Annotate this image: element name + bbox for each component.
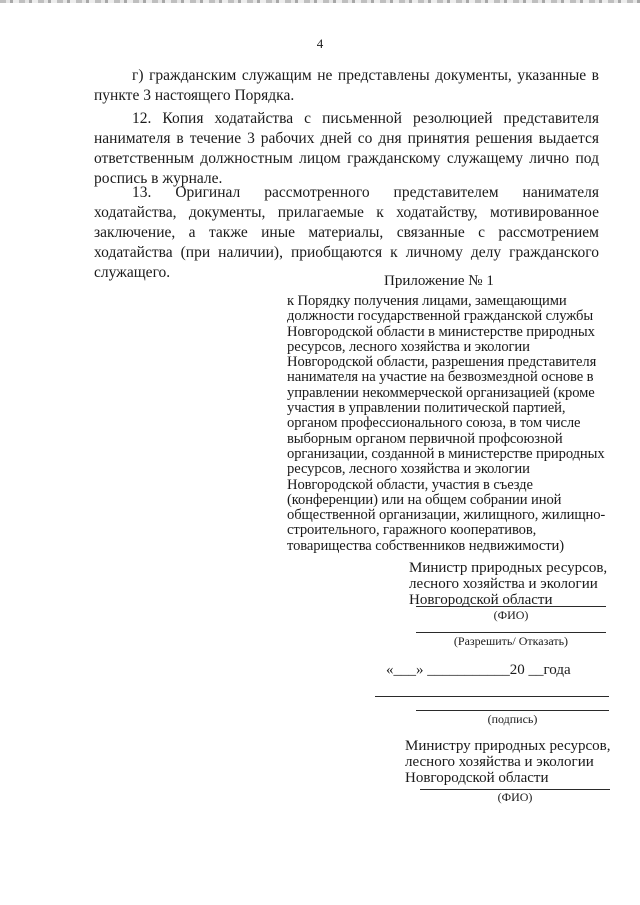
approver-line-2: лесного хозяйства и экологии bbox=[409, 576, 598, 592]
page-number: 4 bbox=[316, 36, 324, 51]
appendix-title: Приложение № 1 bbox=[384, 273, 494, 289]
date-field: «___» ___________20 __года bbox=[386, 662, 571, 678]
approver-fio-caption: (ФИО) bbox=[493, 608, 529, 622]
appendix-description: к Порядку получения лицами, замещающими должности государственной гражданской службы Новгородской области в министерстве природных ресурсов, лесного хозяйства и экологии Новгородской области, разрешения представителя нанимателя на участие на безвозмездной основе в управлении некоммерческой организацией (кроме участия в управлении политической партией, органом профессионального союза, в том числе выборным органом первичной профсоюзной организации, созданной в министерстве природных ресурсов, лесного хозяйства и экологии Новгородской области, участия в съезде (конференции) или на общем собрании иной общественной организации, жилищного, жилищно-строительного, гаражного кооперативов, товарищества собственников недвижимости) bbox=[287, 293, 606, 554]
addressee-line-3: Новгородской области bbox=[405, 770, 549, 786]
addressee-block bbox=[405, 738, 610, 786]
paragraph-12: 12. Копия ходатайства с письменной резолюцией представителя нанимателя в течение 3 рабочих дней со дня принятия решения выдается ответственным должностным лицом гражданскому служащему лично под роспись в журнале. bbox=[94, 110, 599, 187]
signature-line-2 bbox=[416, 710, 609, 711]
approver-line-3: Новгородской области bbox=[409, 592, 553, 608]
approver-fio-line bbox=[416, 606, 606, 607]
signature-caption: (подпись) bbox=[487, 712, 538, 726]
addressee-line-1: Министру природных ресурсов, bbox=[405, 738, 611, 754]
signature-line-1 bbox=[375, 696, 609, 697]
addressee-fio-caption: (ФИО) bbox=[497, 790, 533, 804]
paragraph-13: 13. Оригинал рассмотренного представителем нанимателя ходатайства, документы, прилагаемые к ходатайству, мотивированное заключение, а также иные материалы, связанные с рассмотрением ходатайства (при наличии), приобщаются к личному делу гражданского служащего. bbox=[94, 184, 599, 281]
decision-caption: (Разрешить/ Отказать) bbox=[453, 634, 569, 648]
approver-line-1: Министр природных ресурсов, bbox=[409, 560, 608, 576]
decision-line bbox=[416, 632, 606, 633]
approver-block bbox=[409, 560, 607, 608]
paragraph-item-g: г) гражданским служащим не представлены документы, указанные в пункте 3 настоящего Порядка. bbox=[94, 67, 599, 104]
scan-edge-artifact bbox=[0, 0, 640, 3]
addressee-line-2: лесного хозяйства и экологии bbox=[405, 754, 594, 770]
